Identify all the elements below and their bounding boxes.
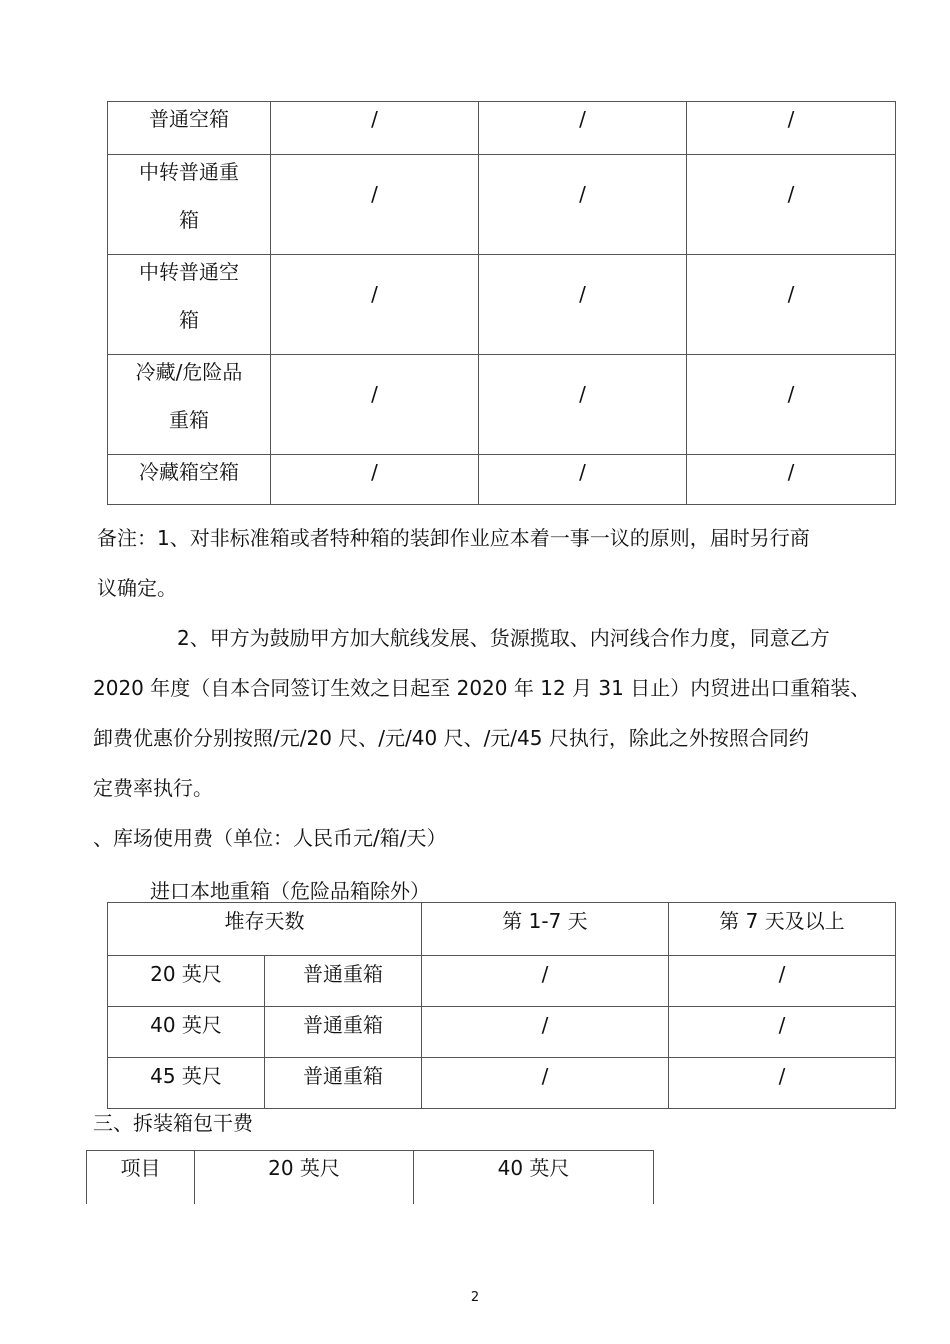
note-line: 卸费优惠价分别按照/元/20 尺、/元/40 尺、/元/45 尺执行，除此之外按照合同约: [93, 726, 809, 750]
unpacking-fee-table: [86, 1150, 654, 1204]
type-cell: 普通重箱: [265, 1058, 422, 1109]
header-days: 堆存天数: [108, 903, 422, 956]
header-col2: 第 7 天及以上: [669, 903, 896, 956]
table-cell: /: [687, 102, 896, 155]
header-20ft: 20 英尺: [195, 1151, 414, 1204]
section-heading: 、库场使用费（单位：人民币元/箱/天）: [93, 826, 447, 850]
table-row: [108, 1007, 896, 1058]
table-row: [108, 255, 896, 355]
table-header-row: [108, 903, 896, 956]
row-label: 冷藏/危险品 重箱: [108, 355, 271, 455]
size-cell: 40 英尺: [108, 1007, 265, 1058]
table-cell: /: [271, 102, 479, 155]
table-cell: /: [687, 355, 896, 455]
table-cell: /: [479, 155, 687, 255]
table-cell: /: [422, 1058, 669, 1109]
table-cell: /: [271, 255, 479, 355]
handling-fee-table: [107, 101, 896, 505]
storage-fee-table: [107, 902, 896, 1109]
table-cell: /: [479, 255, 687, 355]
table-cell: /: [687, 155, 896, 255]
note-line: 议确定。: [97, 576, 177, 600]
table-cell: /: [271, 355, 479, 455]
table-cell: /: [669, 1058, 896, 1109]
table-cell: /: [687, 455, 896, 505]
note-line: 定费率执行。: [93, 776, 213, 800]
table-header-row: [87, 1151, 654, 1204]
table-row: [108, 355, 896, 455]
page-number: 2: [470, 1290, 480, 1305]
table-cell: /: [479, 355, 687, 455]
section-heading: 三、拆装箱包干费: [93, 1111, 253, 1135]
table-cell: /: [669, 956, 896, 1007]
table-row: [108, 455, 896, 505]
table-cell: /: [422, 956, 669, 1007]
type-cell: 普通重箱: [265, 956, 422, 1007]
table-cell: /: [687, 255, 896, 355]
header-item: 项目: [87, 1151, 195, 1204]
note-line: 2、甲方为鼓励甲方加大航线发展、货源揽取、内河线合作力度，同意乙方: [177, 626, 830, 650]
size-cell: 45 英尺: [108, 1058, 265, 1109]
row-label: 冷藏箱空箱: [108, 455, 271, 505]
table-cell: /: [271, 455, 479, 505]
table-row: [108, 102, 896, 155]
size-cell: 20 英尺: [108, 956, 265, 1007]
table-cell: /: [479, 102, 687, 155]
type-cell: 普通重箱: [265, 1007, 422, 1058]
row-label: 中转普通空 箱: [108, 255, 271, 355]
row-label: 中转普通重 箱: [108, 155, 271, 255]
table-row: [108, 1058, 896, 1109]
table-cell: /: [669, 1007, 896, 1058]
note-line: 备注：1、对非标准箱或者特种箱的装卸作业应本着一事一议的原则，届时另行商: [97, 526, 810, 550]
table-caption: 进口本地重箱（危险品箱除外）: [150, 879, 430, 903]
table-cell: /: [271, 155, 479, 255]
table-cell: /: [479, 455, 687, 505]
table-row: [108, 956, 896, 1007]
header-col1: 第 1-7 天: [422, 903, 669, 956]
table-row: [108, 155, 896, 255]
table-cell: /: [422, 1007, 669, 1058]
row-label: 普通空箱: [108, 102, 271, 155]
note-line: 2020 年度（自本合同签订生效之日起至 2020 年 12 月 31 日止）内贸进出口重箱装、: [93, 676, 871, 700]
header-40ft: 40 英尺: [414, 1151, 654, 1204]
